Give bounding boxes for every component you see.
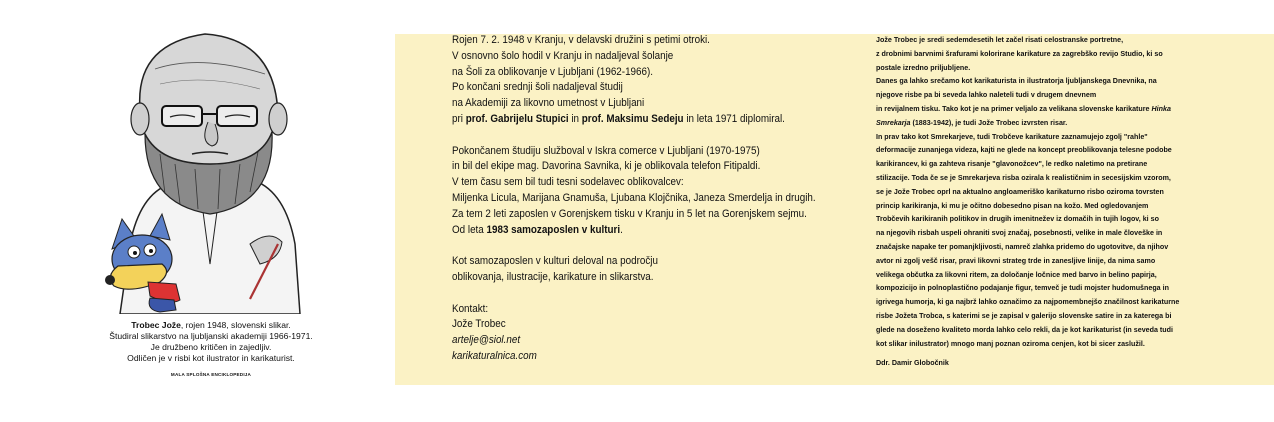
essay-line: glede na doseženo kvaliteto morda lahko celo rekli, da je kot karikaturist (in seveda tudi xyxy=(876,324,1173,334)
essay-line: kompozicijo in polnoplastično podajanje figur, temveč je tudi mojster hudomušnega in xyxy=(876,283,1169,293)
essay-line: kot slikar inilustrator) mnogo manj poznan oziroma cenjen, kot bi sicer zaslužil. xyxy=(876,338,1145,348)
caption-name: Trobec Jože xyxy=(131,320,181,330)
essay-line: stilizacije. Toda če se je Smrekarjeva risba ozirala k realističnim in secesijskim vzorom, xyxy=(876,172,1171,182)
essay-line: igrivega humorja, ki ga najbrž lahko označimo za najpomembnejšo značilnost karikaturne xyxy=(876,297,1180,307)
critic-essay-column xyxy=(876,33,1229,370)
bio-line: Za tem 2 leti zaposlen v Gorenjskem tisku v Kranju in 5 let na Gorenjskem sejmu. xyxy=(452,207,807,220)
essay-line: risbe Jožeta Trobca, s katerimi se je zapisal v galerijo slovenske satire in za katerega bi xyxy=(876,310,1172,320)
contact-name: Jože Trobec xyxy=(452,318,506,331)
bio-line: Miljenka Licula, Marijana Gnamuša, Ljubana Klojčnika, Janeza Smerdelja in drugih. xyxy=(452,191,816,204)
caption-line-3: Je družbeno kritičen in zajedljiv. xyxy=(150,342,272,352)
essay-line: na njegovih risbah uspeli ohraniti svoj značaj, posebnosti, velike in male človeške in xyxy=(876,228,1163,238)
caption-line-4: Odličen je v risbi kot ilustrator in karikaturist. xyxy=(127,353,295,363)
essay-line: postale izredno priljubljene. xyxy=(876,62,971,72)
essay-line: z drobnimi barvnimi šrafurami kolorirane karikature za zagrebško revijo Studio, ki so xyxy=(876,48,1163,58)
caption-line-1: Trobec Jože, rojen 1948, slovenski slikar. xyxy=(131,320,291,330)
bio-line: V tem času sem bil tudi tesni sodelavec oblikovalcev: xyxy=(452,176,684,189)
caption-line-2: Študiral slikarstvo na ljubljanski akademiji 1966-1971. xyxy=(109,331,313,341)
bio-line: Pokončanem študiju služboval v Iskra comerce v Ljubljani (1970-1975) xyxy=(452,144,760,157)
contact-website-link[interactable]: karikaturalnica.com xyxy=(452,349,537,362)
essay-line: karikirancev, ki ga zahteva risanje "glavonožcev", le redko naletimo na pretirane xyxy=(876,159,1148,169)
essay-signature: Ddr. Damir Globočnik xyxy=(876,358,949,368)
bio-line: Rojen 7. 2. 1948 v Kranju, v delavski družini s petimi otroki. xyxy=(452,34,710,46)
essay-line: Jože Trobec je sredi sedemdesetih let začel risati celostranske portretne, xyxy=(876,35,1124,44)
biography-column xyxy=(452,33,824,365)
bio-line: Kot samozaposlen v kulturi deloval na področju xyxy=(452,255,658,268)
bio-line: Po končani srednji šoli nadaljeval študij xyxy=(452,81,623,94)
bio-line-selfemployed: Od leta 1983 samozaposlen v kulturi. xyxy=(452,223,623,236)
essay-line: velikega občutka za likovni ritem, za določanje ločnice med barvo in belino papirja, xyxy=(876,269,1157,279)
bio-line: oblikovanja, ilustracije, karikature in slikarstva. xyxy=(452,270,654,283)
caricature-portrait-illustration xyxy=(100,14,310,314)
bio-line: V osnovno šolo hodil v Kranju in nadaljeval šolanje xyxy=(452,49,674,62)
essay-line: Trobčevih karikiranih politikov in drugih imenitnežev iz domačih in tujih logov, ki so xyxy=(876,214,1159,224)
bio-line: in bil del ekipe mag. Davorina Savnika, ki je oblikovala telefon Fitipaldi. xyxy=(452,160,761,173)
essay-line: njegove risbe pa bi seveda lahko naleteli tudi v drugem dnevnem xyxy=(876,90,1097,100)
bio-line: na Šoli za oblikovanje v Ljubljani (1962-1966). xyxy=(452,65,654,78)
caption-source: MALA SPLOŠNA ENCIKLOPEDIJA xyxy=(170,372,252,377)
essay-line: avtor ni zgolj vešč risar, pravi likovni strateg trde in zanesljive linije, da nima samo xyxy=(876,255,1156,265)
essay-line-smrekar: Smrekarja (1883-1942), je tudi Jože Trobec izvrsten risar. xyxy=(876,117,1068,127)
essay-line: deformacije zunanjega videza, kajti ne glede na koncept preoblikovanja telesne podobe xyxy=(876,145,1172,155)
essay-line: Danes ga lahko srečamo kot karikaturista in ilustratorja ljubljanskega Dnevnika, na xyxy=(876,76,1157,86)
bio-line: na Akademiji za likovno umetnost v Ljubljani xyxy=(452,97,645,110)
essay-line: In prav tako kot Smrekarjeve, tudi Trobčeve karikature zaznamujejo zgolj "rahle" xyxy=(876,131,1148,141)
essay-line-hinka: in revijalnem tisku. Tako kot je na primer veljalo za velikana slovenske karikature Hinka xyxy=(876,103,1171,113)
contact-label: Kontakt: xyxy=(452,302,489,315)
essay-line: princip karikiranja, ki mu je očitno dobesedno pisan na kožo. Med ogledovanjem xyxy=(876,200,1149,210)
essay-line: se je Jože Trobec oprl na aktualno angloameriško karikaturno risbo oziroma tovrsten xyxy=(876,186,1164,196)
essay-line: značajske napake ter pomanjkljivosti, namreč zlahka pridemo do ugotovitve, da njihov xyxy=(876,241,1169,251)
encyclopedia-caption xyxy=(78,320,344,380)
contact-email-link[interactable]: artelje@siol.net xyxy=(452,334,521,347)
bio-line-professors: pri prof. Gabrijelu Stupici in prof. Maksimu Sedeju in leta 1971 diplomiral. xyxy=(452,112,785,125)
